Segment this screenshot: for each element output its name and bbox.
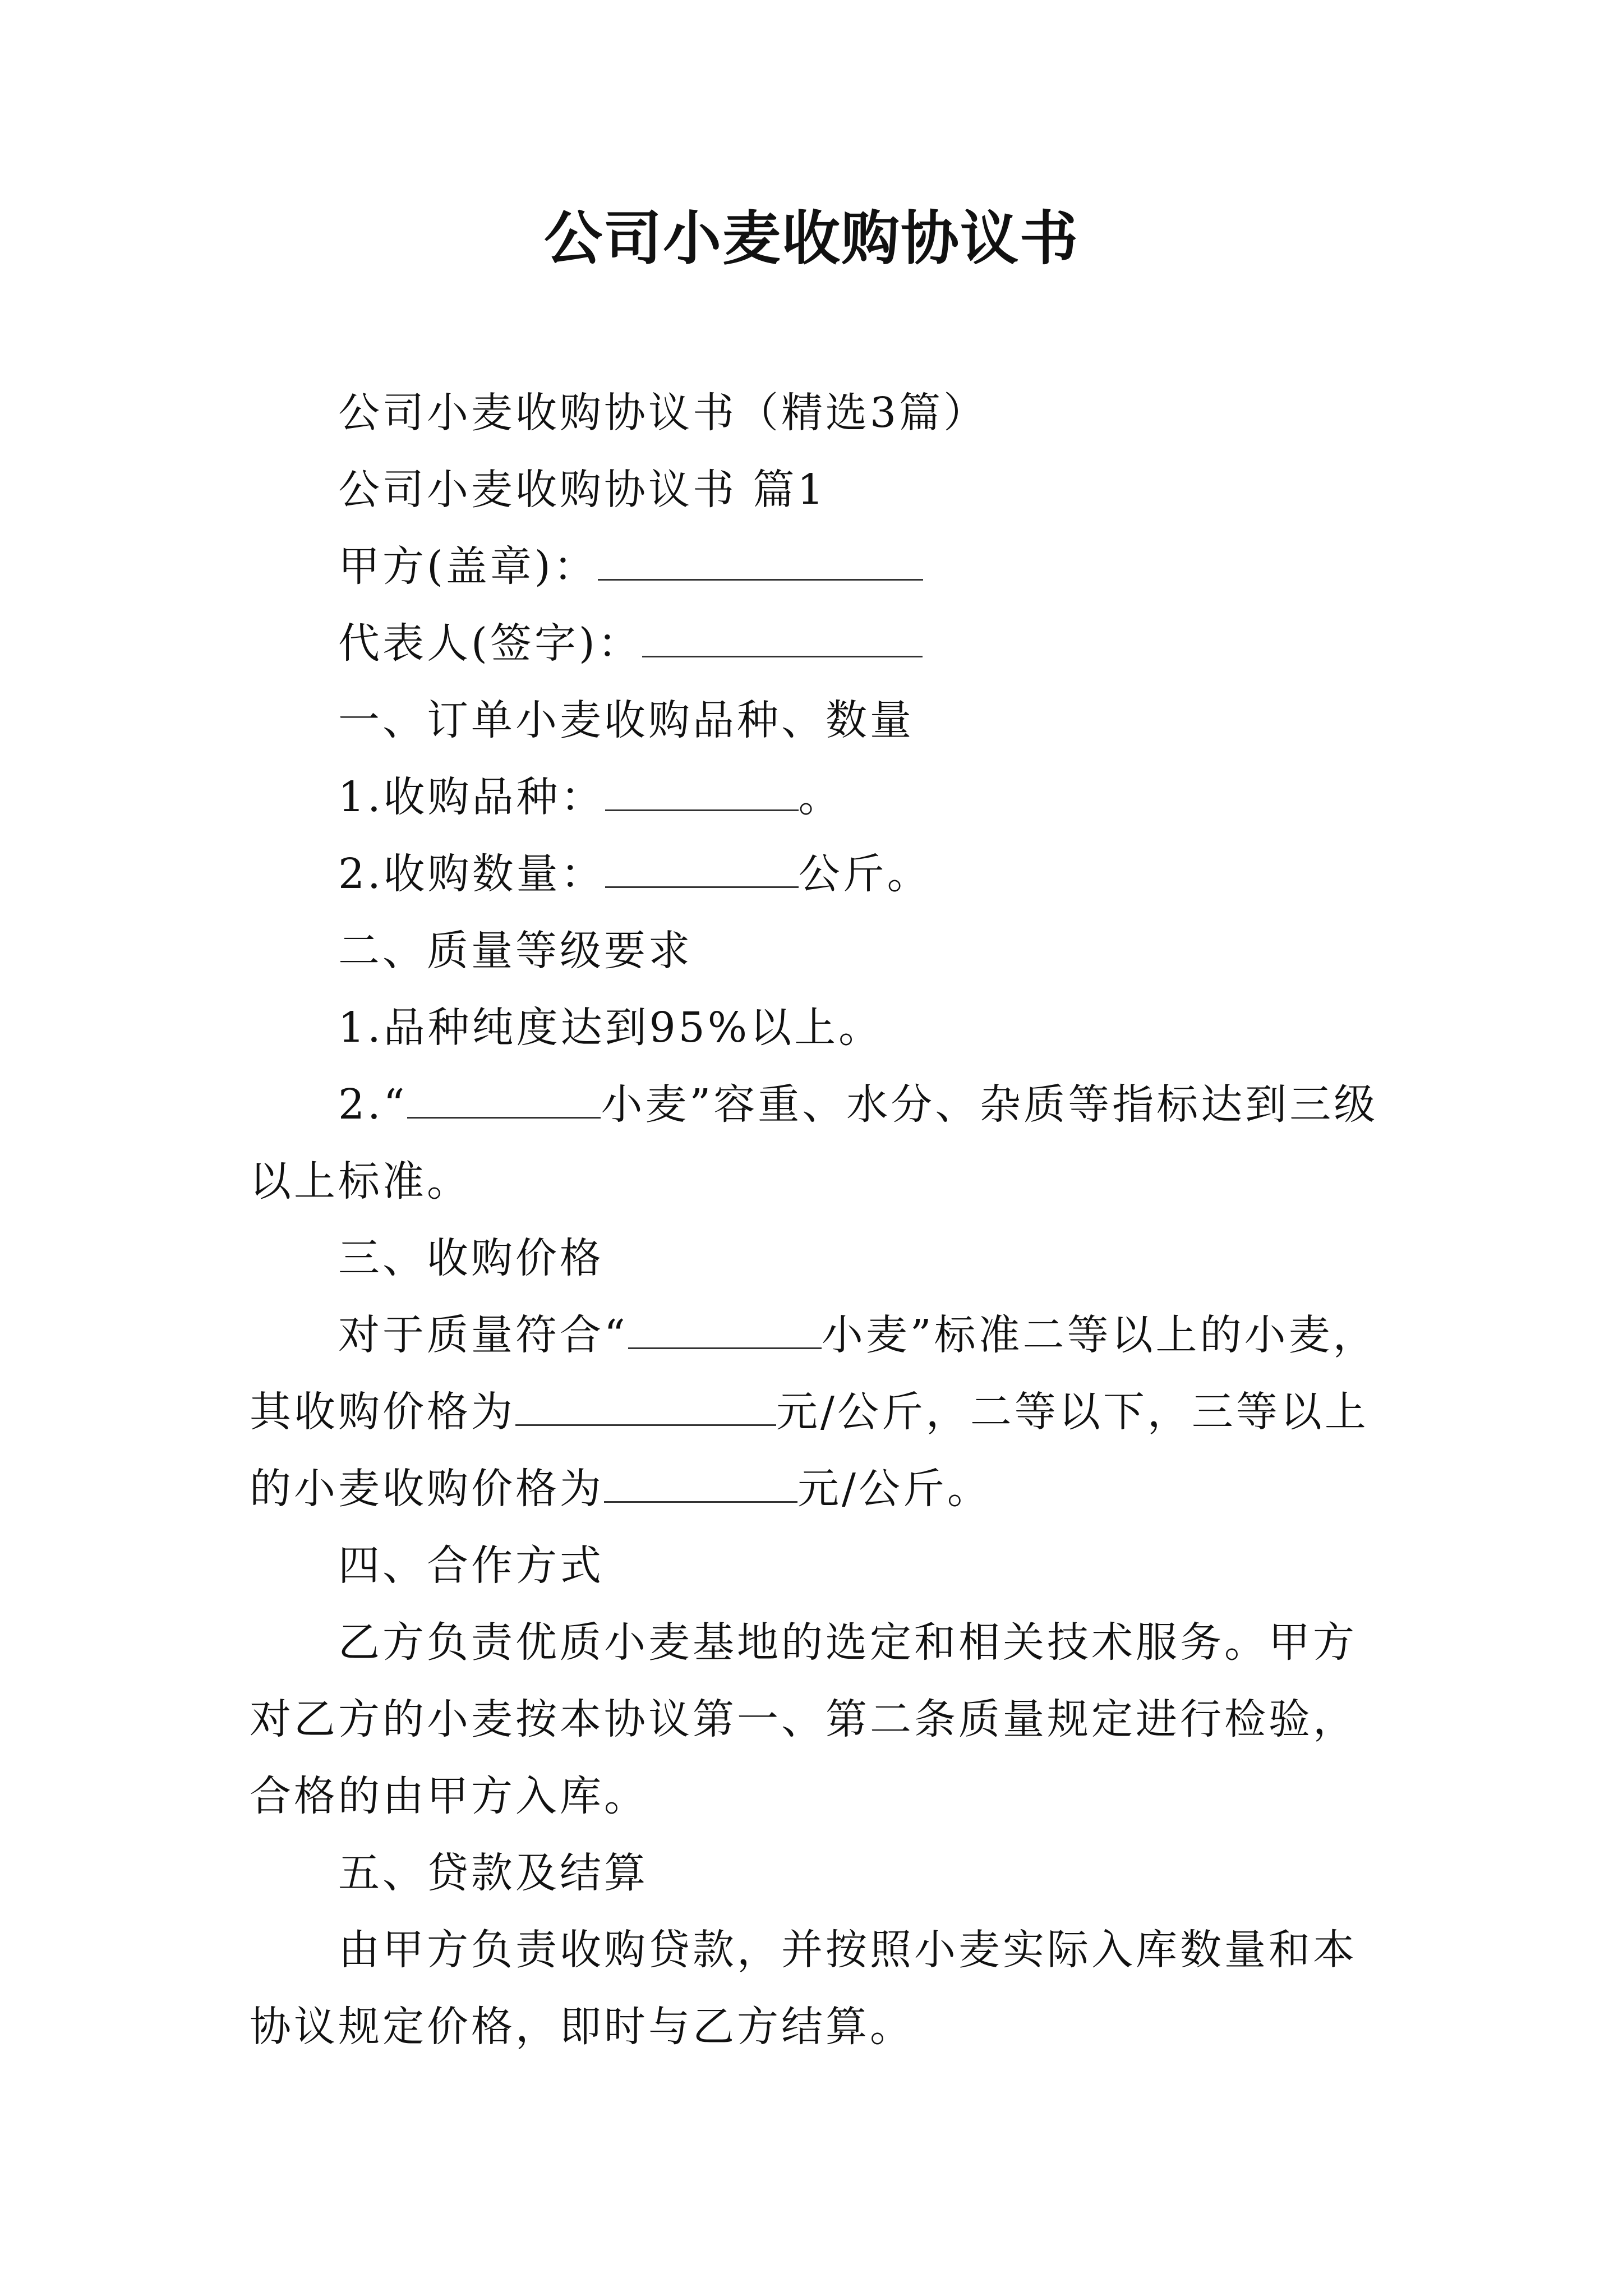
subtitle: 公司小麦收购协议书（精选3篇） bbox=[338, 389, 988, 437]
variety-blank bbox=[605, 774, 799, 811]
sec3-part2: 小麦”标准二等以上的小麦，其收购价格为 bbox=[250, 1311, 1377, 1436]
sec3-part1: 对于质量符合“ bbox=[338, 1311, 628, 1359]
document-title: 公司小麦收购协议书 bbox=[543, 204, 1079, 273]
sec2-heading: 二、质量等级要求 bbox=[338, 927, 693, 975]
party-a-label: 甲方(盖章)： bbox=[338, 542, 598, 591]
section-heading: 公司小麦收购协议书 篇1 bbox=[338, 466, 827, 514]
sec2-item2-prefix: 2.“ bbox=[338, 1080, 408, 1129]
sec1-item2 bbox=[250, 836, 1394, 913]
wheat-quality-blank bbox=[628, 1312, 822, 1349]
sec2-item2-suffix: 小麦”容重、水分、杂质等指标达到三级以上标准。 bbox=[250, 1080, 1378, 1205]
quantity-blank bbox=[605, 850, 799, 888]
representative-blank bbox=[642, 620, 923, 657]
document-body bbox=[250, 375, 1394, 2065]
sec1-item1-suffix: 。 bbox=[798, 773, 843, 821]
sec4-body: 乙方负责优质小麦基地的选定和相关技术服务。甲方对乙方的小麦按本协议第一、第二条质量规定进行检验，合格的由甲方入库。 bbox=[250, 1618, 1357, 1820]
sec1-heading: 一、订单小麦收购品种、数量 bbox=[338, 696, 914, 744]
sec4-heading: 四、合作方式 bbox=[338, 1542, 604, 1590]
price-grade2-blank bbox=[515, 1388, 776, 1426]
representative-line bbox=[250, 605, 1394, 682]
wheat-standard-blank bbox=[407, 1081, 601, 1119]
price-grade3-blank bbox=[604, 1465, 797, 1503]
representative-label: 代表人(签字)： bbox=[338, 619, 642, 668]
sec3-body bbox=[250, 1297, 1394, 1527]
party-a-line bbox=[250, 528, 1394, 605]
sec5-heading: 五、贷款及结算 bbox=[338, 1849, 648, 1897]
sec2-item1: 1.品种纯度达到95%以上。 bbox=[338, 1004, 883, 1052]
sec3-part4: 元/公斤。 bbox=[797, 1465, 992, 1513]
sec1-item1 bbox=[250, 759, 1394, 836]
sec2-item2 bbox=[250, 1066, 1394, 1220]
sec3-part3: 元/公斤，二等以下，三等以上的小麦收购价格为 bbox=[250, 1388, 1369, 1513]
sec1-item1-label: 1.收购品种： bbox=[338, 773, 605, 821]
sec1-item2-label: 2.收购数量： bbox=[338, 850, 605, 898]
sec5-body: 由甲方负责收购贷款，并按照小麦实际入库数量和本协议规定价格，即时与乙方结算。 bbox=[250, 1926, 1357, 2051]
sec3-heading: 三、收购价格 bbox=[338, 1234, 604, 1282]
sec1-item2-suffix: 公斤。 bbox=[798, 850, 932, 898]
party-a-blank bbox=[598, 543, 923, 581]
